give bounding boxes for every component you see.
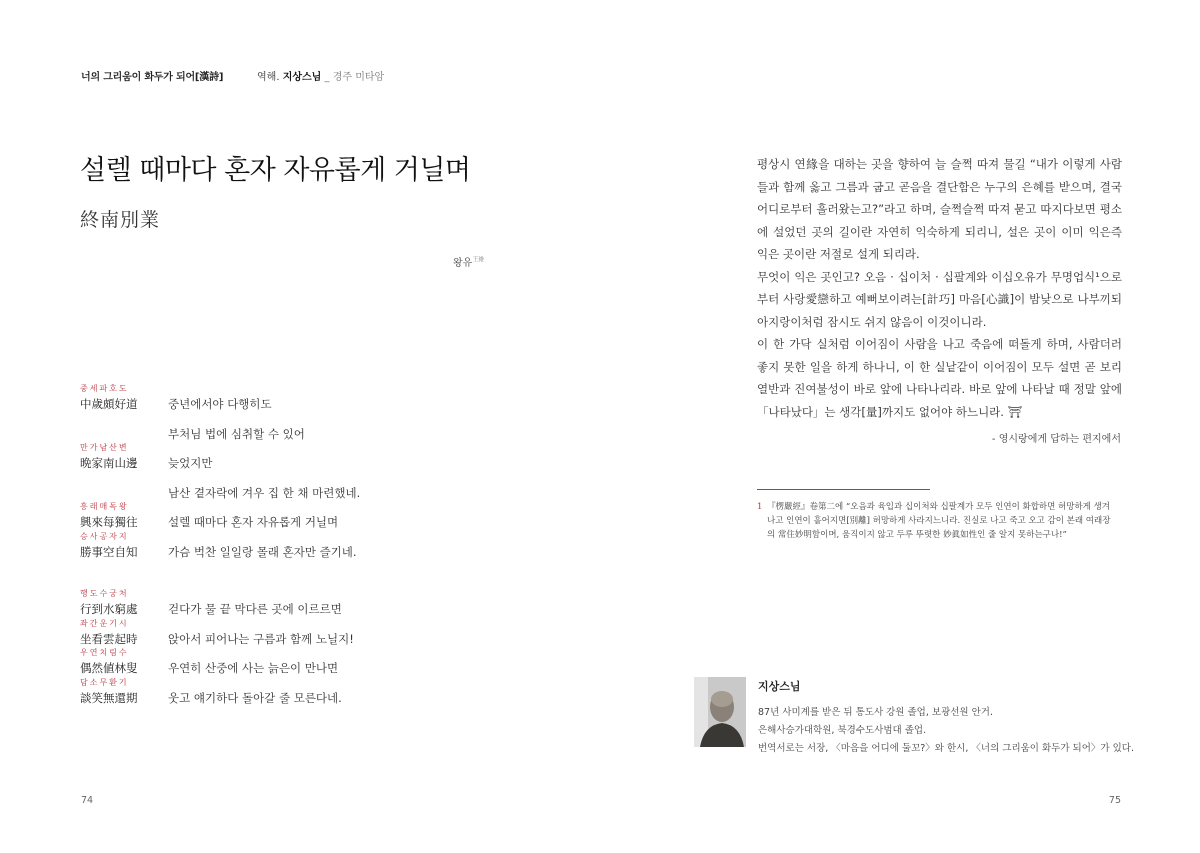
- poem-line: [80, 413, 400, 443]
- bio-line: 87년 사미계를 받은 뒤 통도사 강원 졸업, 보광선원 안거.: [758, 707, 994, 718]
- poem-body: [80, 383, 400, 706]
- verse-translation: 앉아서 피어나는 구름과 함께 노닐지!: [168, 631, 354, 646]
- stanza-break: [80, 560, 400, 588]
- bio-text: [758, 704, 1134, 758]
- translator-name: 지상스님: [282, 72, 322, 83]
- essay-paragraph: 무엇이 익은 곳인고? 오음 · 십이처 · 십팔계와 이십오유가 무명업식¹으로부터 사랑愛戀하고 예뻐보이려는[計巧] 마음[心識]이 밤낮으로 나부끼되 아지랑이처럼 잠시도 쉬지 않음이 이것이니라.: [757, 269, 1122, 329]
- poem-line: [80, 472, 400, 502]
- footnote-text: 『楞嚴經』卷第二에 “오음과 육입과 십이처와 십팔계가 모두 인연이 화합하면 허망하게 생겨나고 인연이 흩어지면[別離] 허망하게 사라지느니라. 진실로 나고 죽고 오고 감이 본래 여래장의 常住妙明함이며, 움직이지 않고 두루 뚜렷한 妙眞如性인 줄 알지 못하는구나!”: [767, 502, 1111, 540]
- verse-translation: 남산 곁자락에 겨우 집 한 채 마련했네.: [168, 485, 361, 500]
- hangul-reading: 중세파호도: [80, 384, 129, 393]
- credit-separator: _: [324, 72, 330, 83]
- hangul-reading: 만가남산변: [80, 443, 129, 452]
- location: 경주 미타암: [332, 72, 385, 83]
- hangul-reading: 담소무환기: [80, 677, 129, 687]
- poem-line: [80, 588, 400, 618]
- hangul-reading: 좌간운기시: [80, 618, 129, 628]
- hanja-verse: 行到水窮處: [80, 602, 138, 616]
- hangul-reading: 흥래매독왕: [80, 502, 129, 511]
- credit-line: [257, 68, 384, 83]
- hanja-verse: 興來每獨往: [80, 515, 138, 529]
- poem-title: 설렐 때마다 혼자 자유롭게 거닐며: [80, 155, 471, 186]
- hangul-reading: 행도수궁처: [80, 589, 129, 598]
- author-name: 왕유: [453, 258, 473, 269]
- poem-line: [80, 531, 400, 561]
- poem-line: [80, 647, 400, 677]
- essay-body: [757, 153, 1122, 423]
- poem-original-title: 終南別業: [80, 209, 161, 231]
- verse-translation: 가슴 벅찬 일일랑 몰래 혼자만 즐기네.: [168, 544, 357, 559]
- page-number-right: 75: [1108, 795, 1121, 806]
- author-hanja: 王維: [472, 256, 485, 264]
- poem-line: [80, 442, 400, 472]
- hangul-reading: 승사공자지: [80, 531, 129, 541]
- poem-line: [80, 383, 400, 413]
- bio-name: 지상스님: [758, 680, 801, 693]
- footnote-number: 1: [757, 502, 763, 512]
- verse-translation: 부처님 법에 심취할 수 있어: [168, 426, 305, 441]
- footnote: [757, 500, 1117, 542]
- essay-source: - 영시랑에게 답하는 편지에서: [991, 434, 1121, 445]
- hangul-reading: 우연치림수: [80, 648, 129, 657]
- hanja-verse: 談笑無還期: [80, 690, 138, 705]
- bio-line: 은해사승가대학원, 북경수도사범대 졸업.: [758, 725, 927, 736]
- page-number-left: 74: [81, 795, 94, 806]
- translator-photo: [694, 677, 746, 747]
- verse-translation: 걷다가 물 끝 막다른 곳에 이르르면: [168, 602, 342, 616]
- series-title: 너의 그리움이 화두가 되어[漢詩]: [81, 72, 224, 83]
- poem-line: [80, 618, 400, 648]
- hanja-verse: 偶然値林叟: [80, 661, 138, 675]
- poem-line: [80, 677, 400, 707]
- hanja-verse: 晩家南山邊: [80, 456, 138, 470]
- hanja-verse: 勝事空自知: [80, 544, 138, 559]
- verse-translation: 중년에서야 다행히도: [168, 397, 272, 411]
- essay-paragraph: 평상시 연緣을 대하는 곳을 향하여 늘 슬쩍 따져 물길 “내가 이렇게 사람들과 함께 옳고 그름과 굽고 곧음을 결단함은 누구의 은혜를 받으며, 결국 어디로부터 흘러왔는고?”라고 하며, 슬쩍슬쩍 따져 묻고 따지다보면 평소에 설었던 곳의 길이란 자연히 익숙하게 되리니, 설은 곳이 이미 익은즉 익은 곳이란 저절로 설게 되리라.: [757, 157, 1122, 261]
- verse-translation: 설렐 때마다 혼자 자유롭게 거닐며: [168, 515, 339, 529]
- bio-line: 번역서로는 서장, 〈마음을 어디에 둘꼬?〉와 한시, 〈너의 그리움이 화두가 되어〉가 있다.: [758, 743, 1134, 754]
- credit-prefix: 역해.: [257, 72, 280, 83]
- poem-author: [453, 254, 484, 269]
- verse-translation: 우연히 산중에 사는 늙은이 만나면: [168, 661, 339, 675]
- verse-translation: 웃고 얘기하다 돌아갈 줄 모른다네.: [168, 690, 342, 705]
- hanja-verse: 坐看雲起時: [80, 631, 138, 646]
- hanja-verse: 中歲頗好道: [80, 397, 138, 411]
- verse-translation: 늦었지만: [168, 456, 213, 470]
- poem-line: [80, 501, 400, 531]
- essay-paragraph: 이 한 가닥 실처럼 이어짐이 사람을 나고 죽음에 떠돌게 하며, 사람더러 좋지 못한 일을 하게 하나니, 이 한 실낱같이 이어짐이 모두 설면 곧 보리열반과 진여불성이 바로 앞에 나타나리라. 바로 앞에 나타날 때 정말 앞에 「나타났다」는 생각[量]까지도 없어야 하느니라. ⛩: [757, 337, 1122, 419]
- footnote-divider: [757, 489, 930, 490]
